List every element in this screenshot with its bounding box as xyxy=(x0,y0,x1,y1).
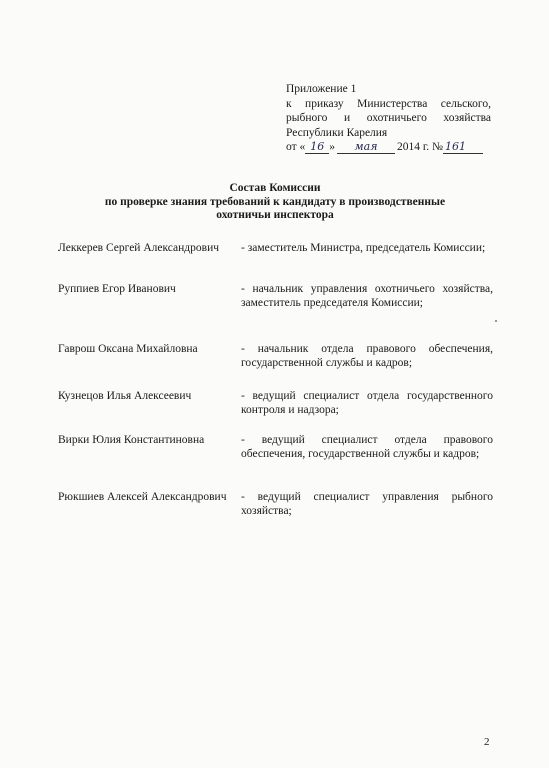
member-role: - ведущий специалист отдела государственного контроля и надзора; xyxy=(241,390,493,416)
member-row xyxy=(58,389,494,433)
title-line-2: по проверке знания требований к кандидату в производственные xyxy=(104,195,446,208)
title-line-1: Состав Комиссии xyxy=(229,182,321,194)
scan-speck xyxy=(495,320,497,322)
member-row xyxy=(58,490,494,518)
document-title xyxy=(60,182,490,223)
appendix-header xyxy=(286,82,491,155)
member-row xyxy=(58,282,494,342)
member-role: - ведущий специалист управления рыбного хозяйства; xyxy=(241,491,493,517)
member-name: Вирки Юлия Константиновна xyxy=(58,434,205,446)
date-day-handwritten: 16 xyxy=(305,141,329,154)
member-role: - начальник отдела правового обеспечения, государственной службы и кадров; xyxy=(241,343,493,369)
member-role: - ведущий специалист отдела правового обеспечения, государственной службы и кадров; xyxy=(241,434,493,460)
appendix-republic-line: Республики Карелия xyxy=(286,126,388,139)
date-mid: » xyxy=(329,141,335,153)
member-role: - начальник управления охотничьего хозяйства, заместитель председателя Комиссии; xyxy=(241,283,493,309)
appendix-order-line: к приказу Министерства сельского, xyxy=(286,97,491,110)
appendix-label: Приложение 1 xyxy=(286,83,357,95)
member-row xyxy=(58,241,494,282)
member-name: Рюкшиев Алексей Александрович xyxy=(58,491,227,503)
member-row xyxy=(58,433,494,490)
date-year: 2014 г. № xyxy=(397,141,444,153)
date-month-handwritten: мая xyxy=(337,141,395,154)
member-role: - заместитель Министра, председатель Комиссии; xyxy=(241,242,486,254)
member-name: Кузнецов Илья Алексеевич xyxy=(58,390,192,402)
member-name: Леккерев Сергей Александрович xyxy=(58,242,220,254)
member-row xyxy=(58,342,494,389)
order-number-handwritten: 161 xyxy=(443,141,483,154)
appendix-ministry-line: рыбного и охотничьего хозяйства xyxy=(286,112,491,124)
member-name: Гаврош Оксана Михайловна xyxy=(58,343,198,355)
appendix-date-line xyxy=(286,140,491,155)
member-name: Руппиев Егор Иванович xyxy=(58,283,176,295)
date-prefix: от « xyxy=(286,141,306,153)
page-number: 2 xyxy=(484,736,490,748)
title-line-3: охотничьи инспектора xyxy=(216,209,334,221)
commission-members-list xyxy=(58,241,494,518)
